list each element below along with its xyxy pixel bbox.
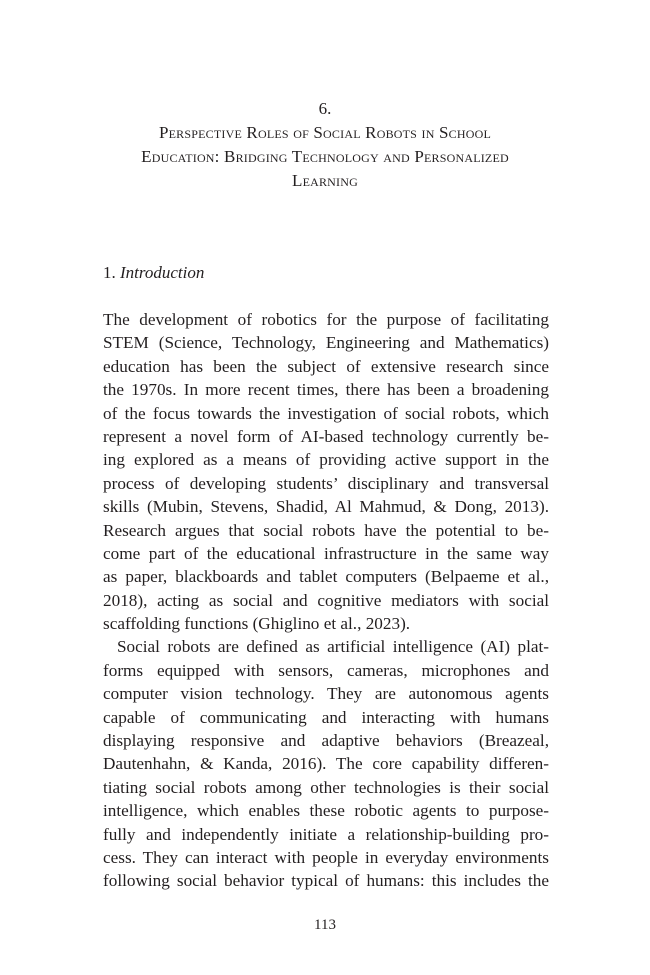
body-line: process of developing students’ disciplinary and transversal (103, 473, 549, 493)
body-line: of the focus towards the investigation of social robots, which (103, 403, 549, 423)
body-line: come part of the educational infrastructure in the same way (103, 543, 549, 563)
body-line: the 1970s. In more recent times, there has been a broadening (103, 380, 549, 400)
body-line: tiating social robots among other technologies is their social (103, 777, 549, 797)
body-line: as paper, blackboards and tablet computers (Belpaeme et al., (103, 567, 549, 587)
body-line: forms equipped with sensors, cameras, microphones and (103, 660, 549, 680)
body-line: STEM (Science, Technology, Engineering and Mathematics) (103, 333, 549, 353)
body-line: represent a novel form of AI-based technology currently be- (103, 426, 549, 446)
body-line: education has been the subject of extensive research since (103, 356, 549, 376)
body-line: Research argues that social robots have the potential to be- (103, 520, 549, 540)
body-line: 2018), acting as social and cognitive mediators with social (103, 590, 549, 610)
chapter-title (90, 121, 560, 193)
chapter-title-line-3: Learning (292, 171, 358, 190)
body-text (103, 308, 549, 893)
section-number: 1. (103, 263, 116, 282)
body-line: scaffolding functions (Ghiglino et al., 2023). (103, 614, 411, 634)
chapter-number: 6. (318, 99, 332, 118)
section-heading (103, 262, 204, 284)
body-line: displaying responsive and adaptive behaviors (Breazeal, (103, 731, 549, 751)
page-number: 113 (314, 917, 336, 933)
body-line: Dautenhahn, & Kanda, 2016). The core capability differen- (103, 754, 549, 774)
body-line: intelligence, which enables these robotic agents to purpose- (103, 801, 549, 821)
body-line: following social behavior typical of humans: this includes the (103, 871, 549, 891)
section-title: Introduction (120, 263, 205, 282)
body-line: cess. They can interact with people in everyday environments (103, 847, 549, 867)
body-line: skills (Mubin, Stevens, Shadid, Al Mahmud, & Dong, 2013). (103, 497, 549, 517)
chapter-title-line-1: Perspective Roles of Social Robots in School (158, 123, 491, 142)
body-line: ing explored as a means of providing active support in the (103, 450, 549, 470)
chapter-title-line-2: Education: Bridging Technology and Personalized (141, 147, 509, 166)
body-line: Social robots are defined as artificial intelligence (AI) plat- (117, 637, 549, 657)
body-line: The development of robotics for the purpose of facilitating (103, 310, 549, 329)
body-line: fully and independently initiate a relationship-building pro- (103, 824, 549, 844)
body-line: computer vision technology. They are autonomous agents (103, 684, 549, 704)
body-line: capable of communicating and interacting with humans (103, 707, 549, 727)
